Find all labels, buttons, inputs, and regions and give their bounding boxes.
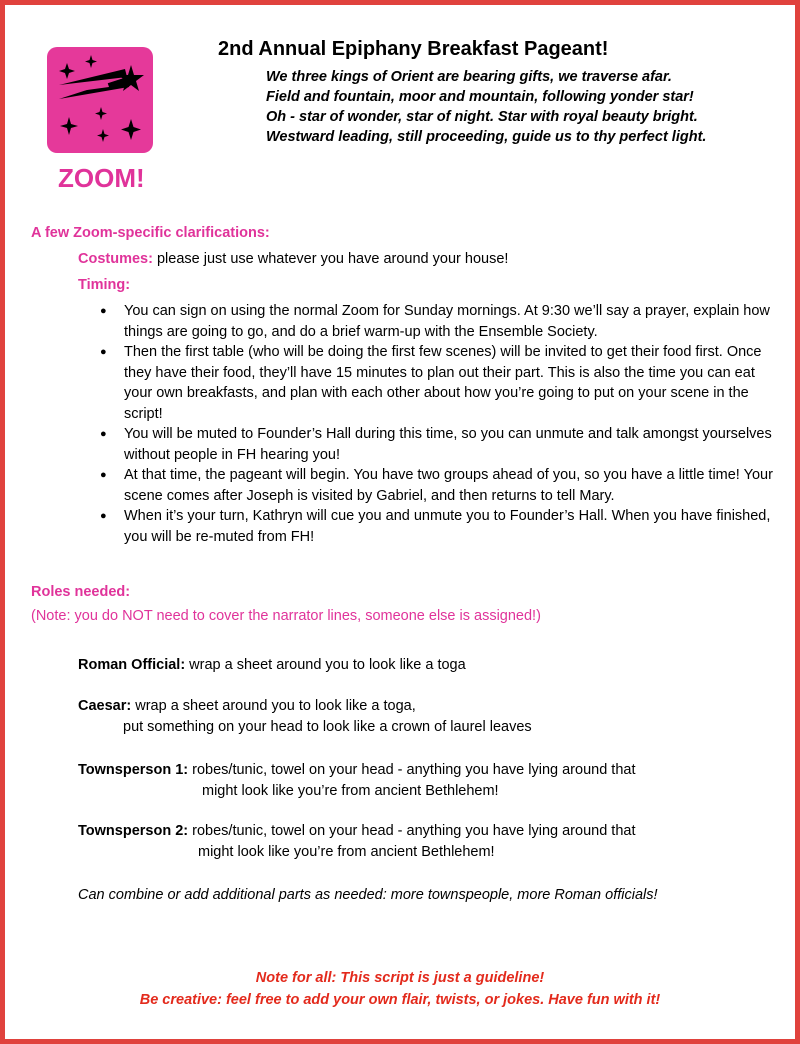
roles-heading: Roles needed: <box>31 584 131 600</box>
lyric-line: We three kings of Orient are bearing gifts, we traverse afar. <box>266 69 672 85</box>
role-name: Townsperson 2: <box>78 823 189 839</box>
list-item: ● When it’s your turn, Kathryn will cue you and unmute you to Founder’s Hall. When you have finished, you will be re-muted from FH! <box>100 506 780 547</box>
timing-label: Timing: <box>78 277 131 293</box>
list-item: ● You will be muted to Founder’s Hall during this time, so you can unmute and talk amongst yourselves without people in FH hearing you! <box>100 424 780 465</box>
combine-note: Can combine or add additional parts as needed: more townspeople, more Roman officials! <box>78 887 658 903</box>
role-desc: wrap a sheet around you to look like a toga <box>185 657 466 673</box>
lyric-line: Field and fountain, moor and mountain, following yonder star! <box>266 89 694 105</box>
footer-note-2: Be creative: feel free to add your own flair, twists, or jokes. Have fun with it! <box>139 992 661 1008</box>
zoom-label: ZOOM! <box>58 163 145 193</box>
clarifications-heading: A few Zoom-specific clarifications: <box>31 225 270 241</box>
timing-list <box>100 301 780 547</box>
role-caesar <box>78 696 532 738</box>
page-title: 2nd Annual Epiphany Breakfast Pageant! <box>218 38 609 60</box>
costumes-line <box>78 251 508 267</box>
costumes-label: Costumes: <box>78 251 153 267</box>
role-name: Roman Official: <box>78 657 186 673</box>
role-desc: robes/tunic, towel on your head - anything you have lying around that <box>188 823 636 839</box>
costumes-text: please just use whatever you have around your house! <box>152 251 509 267</box>
role-townsperson-1 <box>78 760 635 802</box>
footer-note-1: Note for all: This script is just a guideline! <box>255 970 545 986</box>
role-desc: wrap a sheet around you to look like a toga, <box>131 698 416 714</box>
role-desc-cont: put something on your head to look like a crown of laurel leaves <box>123 719 532 735</box>
shooting-star-icon <box>47 47 153 153</box>
role-desc: robes/tunic, towel on your head - anything you have lying around that <box>188 762 636 778</box>
role-name: Caesar: <box>78 698 132 714</box>
role-townsperson-2 <box>78 821 635 863</box>
carol-lyrics <box>266 67 706 147</box>
zoom-logo <box>47 47 153 153</box>
role-name: Townsperson 1: <box>78 762 189 778</box>
lyric-line: Oh - star of wonder, star of night. Star with royal beauty bright. <box>266 109 698 125</box>
lyric-line: Westward leading, still proceeding, guide us to thy perfect light. <box>266 129 707 145</box>
list-item: ● At that time, the pageant will begin. You have two groups ahead of you, so you have a little time! Your scene comes after Joseph is visited by Gabriel, and then returns to tell Mary. <box>100 465 780 506</box>
list-item: ● Then the first table (who will be doing the first few scenes) will be invited to get their food first. Once they have their food, they’ll have 15 minutes to plan out their part. This is also the time you can eat your own breakfasts, and plan with each other about how you’re going to put on your scene in the script! <box>100 342 780 424</box>
list-item: ● You can sign on using the normal Zoom for Sunday mornings. At 9:30 we’ll say a prayer, explain how things are going to go, and do a brief warm-up with the Ensemble Society. <box>100 301 780 342</box>
role-roman-official <box>78 655 466 676</box>
role-desc-cont: might look like you’re from ancient Bethlehem! <box>198 844 495 860</box>
roles-note: (Note: you do NOT need to cover the narrator lines, someone else is assigned!) <box>31 608 541 624</box>
role-desc-cont: might look like you’re from ancient Bethlehem! <box>202 783 499 799</box>
